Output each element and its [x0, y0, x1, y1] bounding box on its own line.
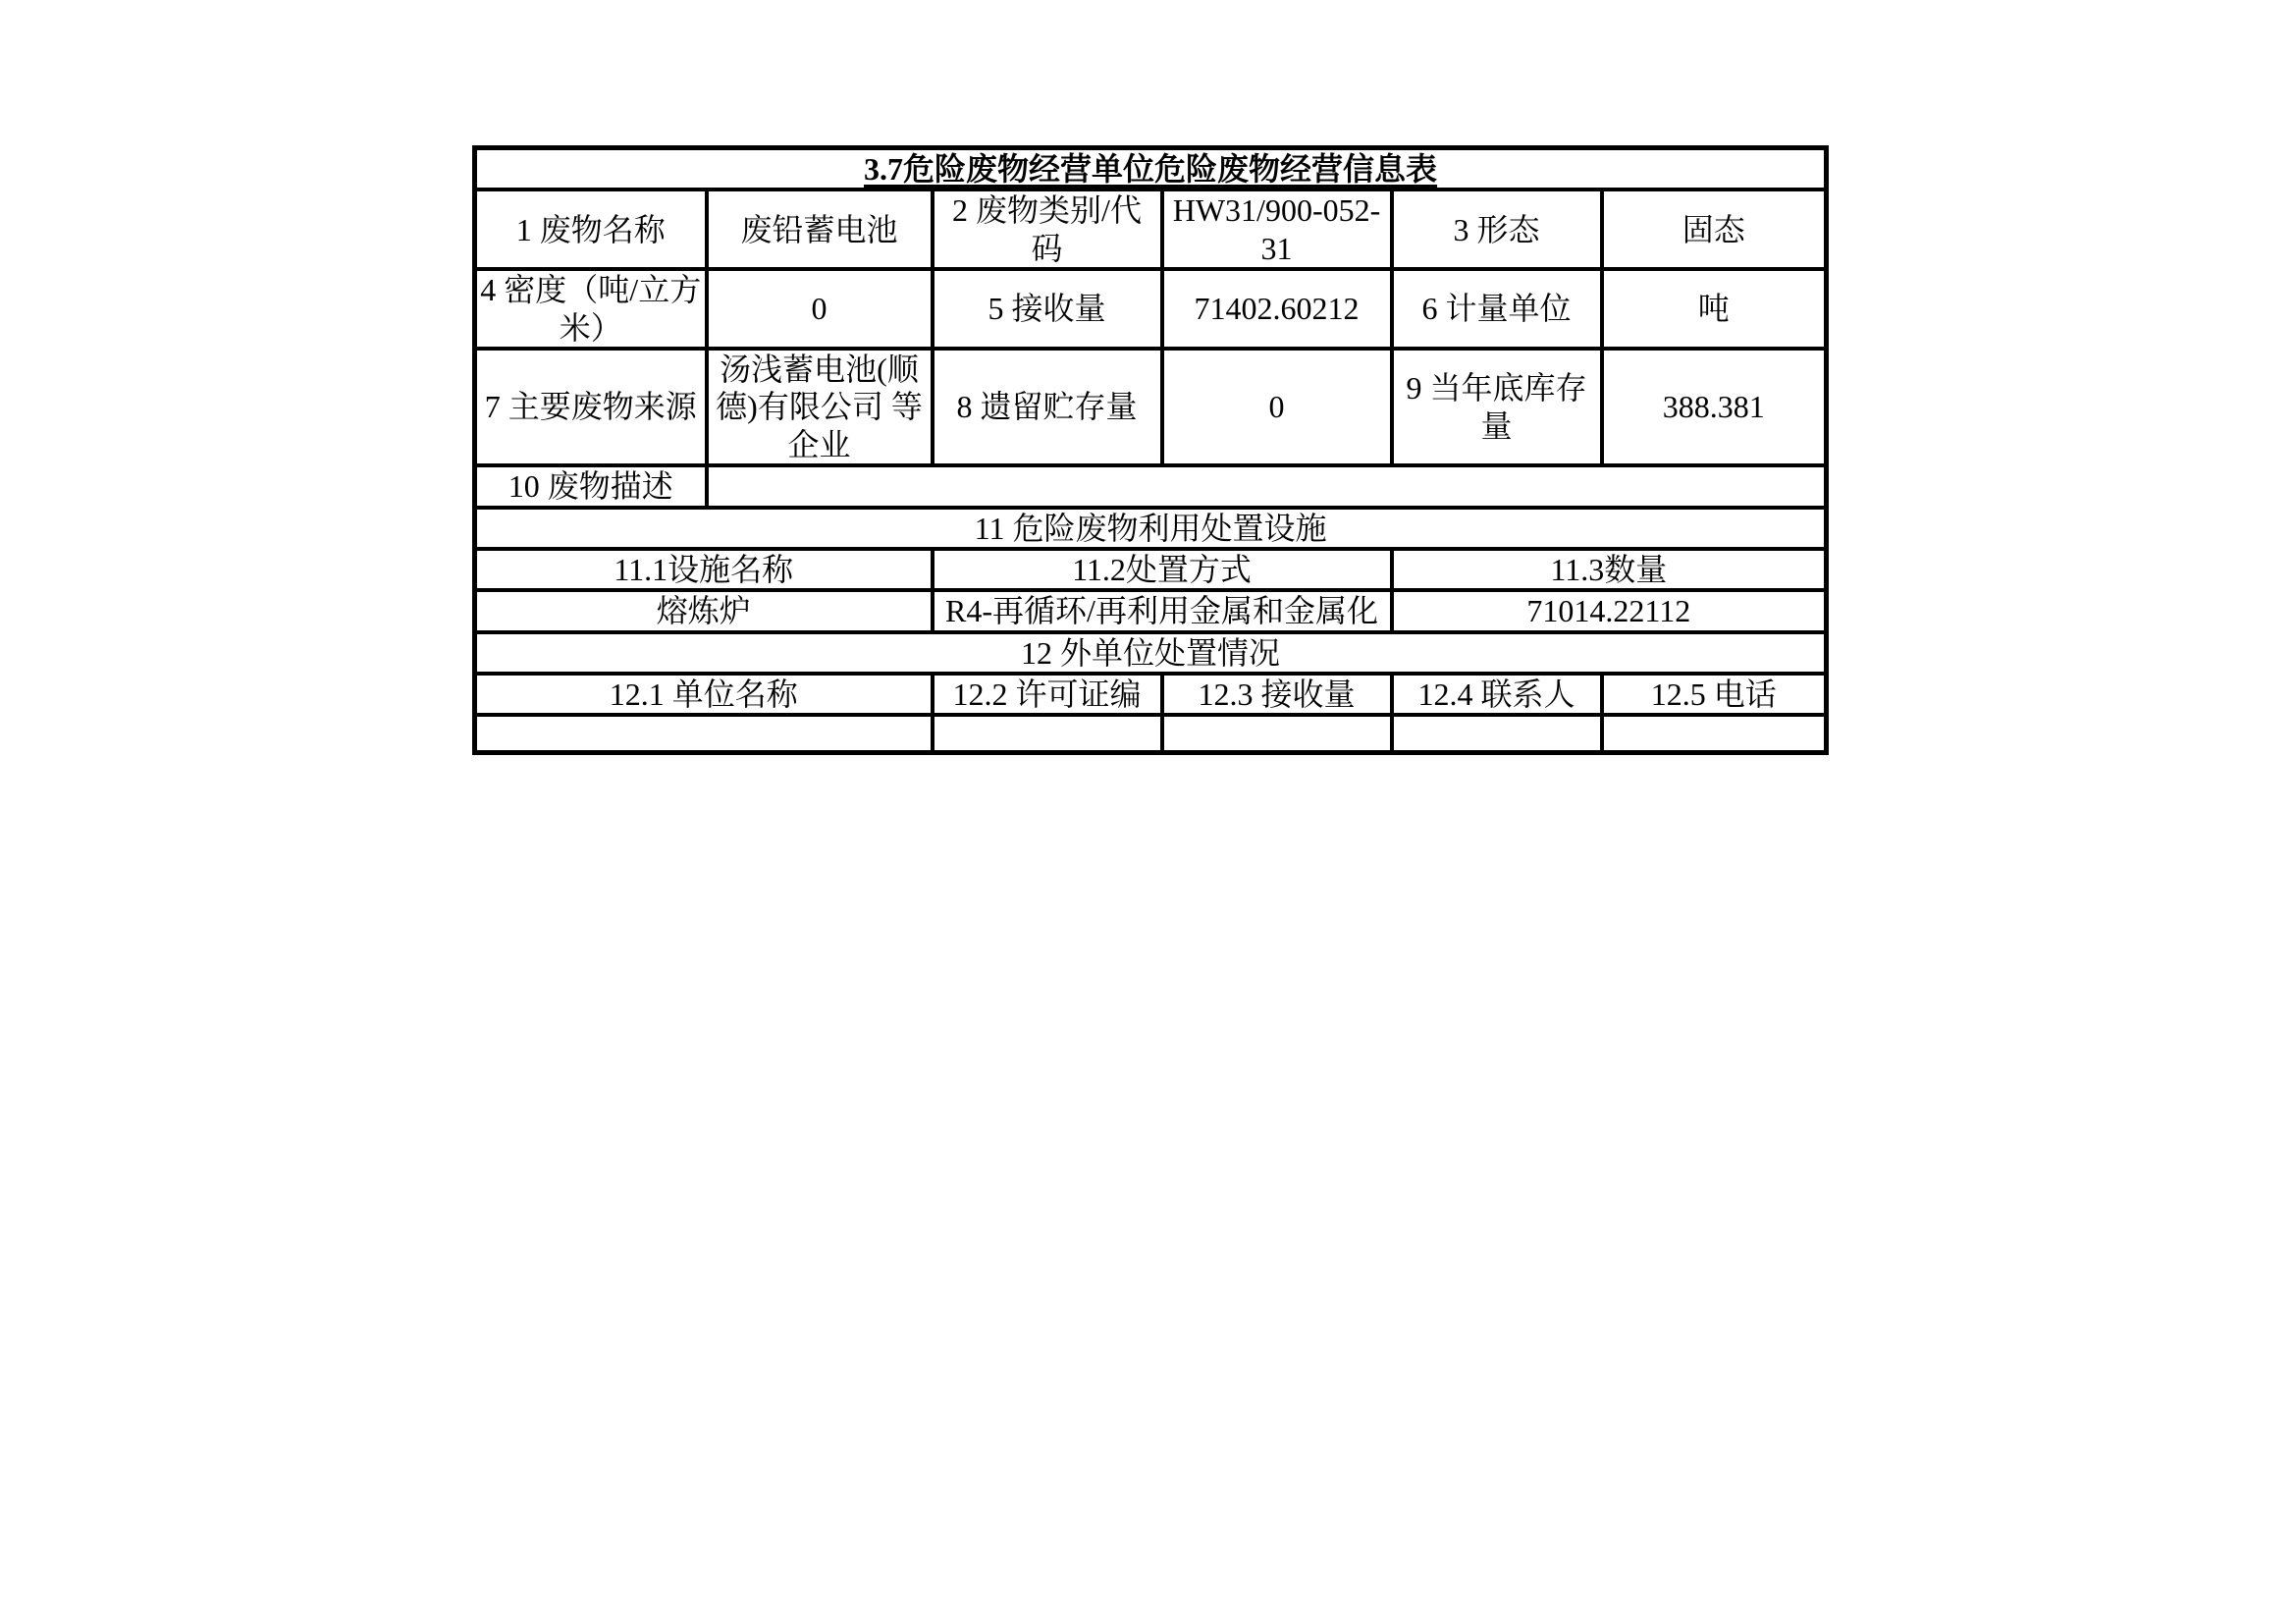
external-unit-row: [475, 715, 1827, 752]
section-12-col-phone: 12.5 电话: [1602, 674, 1827, 715]
field-2-label: 2 废物类别/代码: [933, 189, 1162, 269]
section-11-col-name: 11.1设施名称: [475, 549, 933, 590]
waste-info-table-container: [472, 145, 1828, 755]
field-1-label: 1 废物名称: [475, 189, 707, 269]
section-12-columns-row: [475, 674, 1827, 715]
section-11-col-method: 11.2处置方式: [933, 549, 1392, 590]
external-unit-name: [475, 715, 933, 752]
section-12-header: 12 外单位处置情况: [475, 632, 1827, 674]
table-row: [475, 349, 1827, 465]
field-8-label: 8 遗留贮存量: [933, 349, 1162, 465]
facility-method: R4-再循环/再利用金属和金属化: [933, 590, 1392, 631]
field-7-value: 汤浅蓄电池(顺德)有限公司 等企业: [707, 349, 933, 465]
section-11-col-quantity: 11.3数量: [1392, 549, 1827, 590]
external-unit-license: [933, 715, 1162, 752]
section-12-col-amount: 12.3 接收量: [1162, 674, 1392, 715]
section-11-header: 11 危险废物利用处置设施: [475, 508, 1827, 549]
facility-quantity: 71014.22112: [1392, 590, 1827, 631]
field-6-value: 吨: [1602, 269, 1827, 349]
table-row: [475, 189, 1827, 269]
external-unit-contact: [1392, 715, 1602, 752]
section-12-col-license: 12.2 许可证编: [933, 674, 1162, 715]
table-row: [475, 465, 1827, 507]
table-row: [475, 269, 1827, 349]
field-5-value: 71402.60212: [1162, 269, 1392, 349]
page-title-text: 3.7危险废物经营单位危险废物经营信息表: [864, 151, 1438, 187]
field-4-value: 0: [707, 269, 933, 349]
field-10-label: 10 废物描述: [475, 465, 707, 507]
section-11-columns-row: [475, 549, 1827, 590]
facility-row: [475, 590, 1827, 631]
section-12-col-name: 12.1 单位名称: [475, 674, 933, 715]
field-9-value: 388.381: [1602, 349, 1827, 465]
field-8-value: 0: [1162, 349, 1392, 465]
field-7-label: 7 主要废物来源: [475, 349, 707, 465]
field-9-label: 9 当年底库存量: [1392, 349, 1602, 465]
field-5-label: 5 接收量: [933, 269, 1162, 349]
field-3-label: 3 形态: [1392, 189, 1602, 269]
waste-info-table: [472, 145, 1829, 755]
field-10-value: [707, 465, 1827, 507]
section-11-header-row: [475, 508, 1827, 549]
field-3-value: 固态: [1602, 189, 1827, 269]
field-4-label: 4 密度（吨/立方米）: [475, 269, 707, 349]
field-6-label: 6 计量单位: [1392, 269, 1602, 349]
section-12-col-contact: 12.4 联系人: [1392, 674, 1602, 715]
section-12-header-row: [475, 632, 1827, 674]
facility-name: 熔炼炉: [475, 590, 933, 631]
external-unit-phone: [1602, 715, 1827, 752]
field-1-value: 废铅蓄电池: [707, 189, 933, 269]
page-title: [475, 148, 1827, 190]
field-2-value: HW31/900-052-31: [1162, 189, 1392, 269]
external-unit-amount: [1162, 715, 1392, 752]
title-row: [475, 148, 1827, 190]
